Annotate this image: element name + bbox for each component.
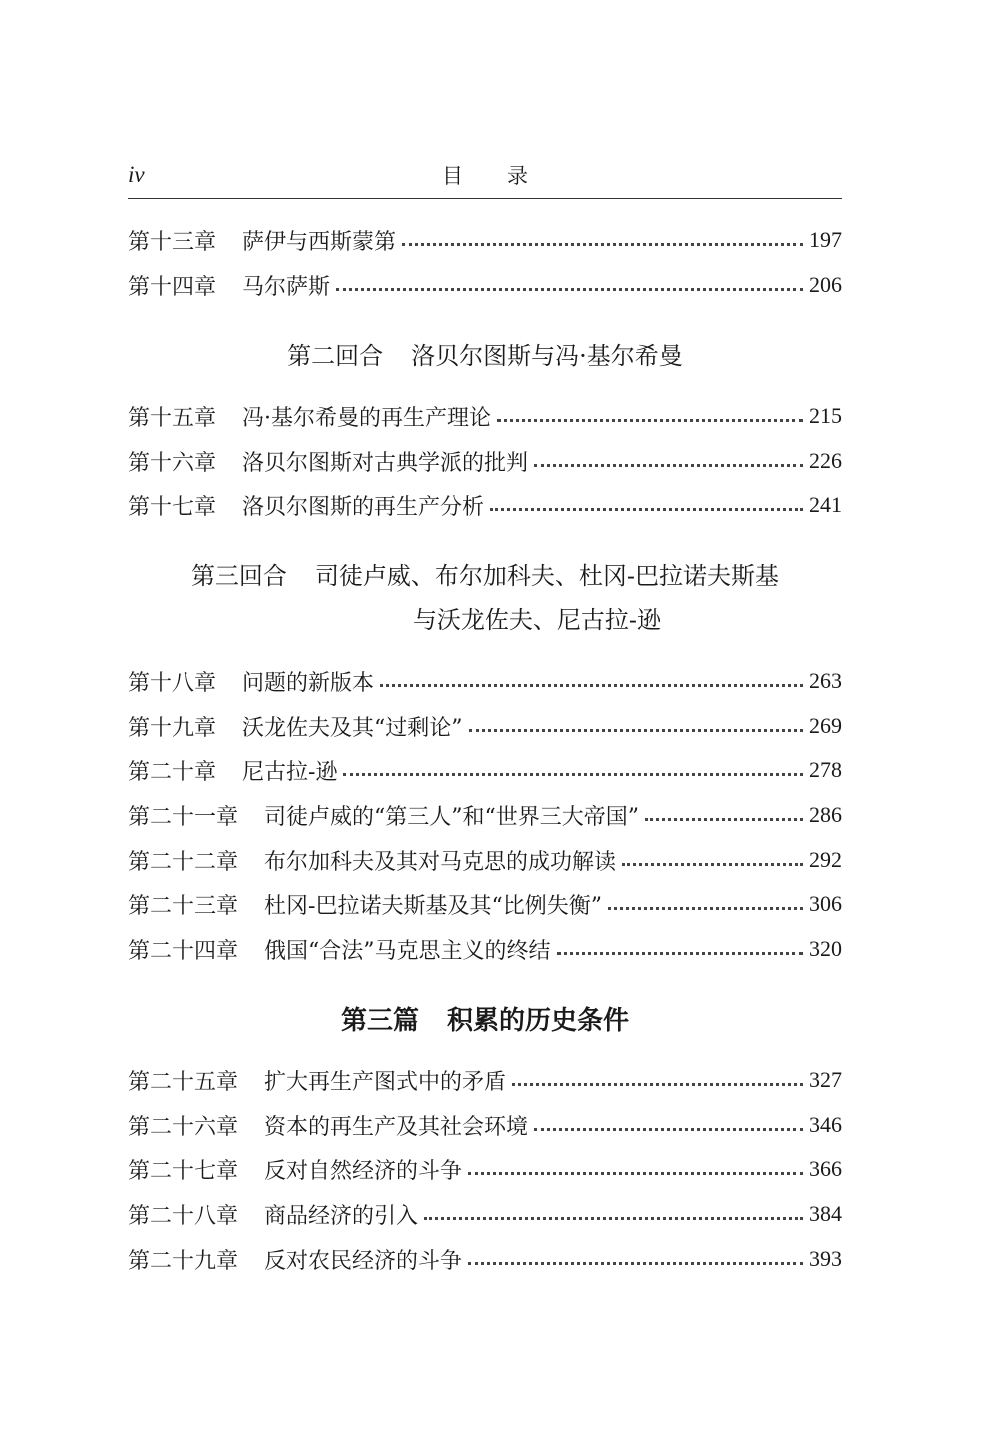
toc-entry[interactable] — [128, 932, 842, 966]
chapter-page: 366 — [809, 1156, 842, 1181]
chapter-page: 226 — [809, 448, 842, 473]
section-heading-continued — [128, 600, 842, 635]
chapter-title: 问题的新版本 — [242, 670, 375, 696]
chapter-page: 215 — [809, 403, 842, 428]
dot-leader — [557, 952, 803, 955]
chapter-title: 商品经济的引入 — [264, 1203, 419, 1229]
dot-leader — [424, 1217, 803, 1220]
chapter-number: 第十五章 — [128, 405, 217, 431]
toc-entry[interactable] — [128, 268, 842, 302]
chapter-number: 第二十四章 — [128, 938, 239, 964]
toc-entry[interactable] — [128, 1152, 842, 1186]
chapter-title: 扩大再生产图式中的矛盾 — [264, 1069, 507, 1095]
toc-entry[interactable] — [128, 843, 842, 877]
toc-entry[interactable] — [128, 399, 842, 433]
dot-leader — [380, 684, 803, 687]
chapter-title: 洛贝尔图斯对古典学派的批判 — [242, 450, 529, 476]
chapter-page: 269 — [809, 713, 842, 738]
chapter-page: 292 — [809, 847, 842, 872]
toc-entry[interactable] — [128, 1063, 842, 1097]
section-label: 第二回合 — [287, 342, 384, 370]
chapter-number: 第二十五章 — [128, 1069, 239, 1095]
dot-leader — [402, 243, 803, 246]
chapter-page: 320 — [809, 936, 842, 961]
section-heading — [128, 556, 842, 591]
dot-leader — [608, 907, 803, 910]
toc-entry[interactable] — [128, 664, 842, 698]
toc-entry[interactable] — [128, 444, 842, 478]
dot-leader — [534, 1128, 803, 1131]
chapter-title: 杜冈-巴拉诺夫斯基及其“比例失衡” — [264, 893, 602, 919]
chapter-number: 第十六章 — [128, 450, 217, 476]
toc-page — [128, 0, 842, 1430]
chapter-page: 197 — [809, 227, 842, 252]
chapter-page: 306 — [809, 891, 842, 916]
chapter-title: 反对自然经济的斗争 — [264, 1158, 463, 1184]
dot-leader — [497, 419, 803, 422]
header-title: 目录 — [442, 164, 572, 188]
section-title: 司徒卢威、布尔加科夫、杜冈-巴拉诺夫斯基 — [314, 562, 780, 590]
dot-leader — [512, 1083, 803, 1086]
dot-leader — [622, 863, 803, 866]
dot-leader — [645, 818, 803, 821]
chapter-page: 206 — [809, 272, 842, 297]
dot-leader — [336, 288, 803, 291]
toc-entry[interactable] — [128, 753, 842, 787]
part-heading — [128, 1000, 842, 1037]
section-label: 第三回合 — [190, 562, 287, 590]
dot-leader — [468, 1262, 803, 1265]
chapter-number: 第十七章 — [128, 494, 217, 520]
section-title: 洛贝尔图斯与冯·基尔希曼 — [411, 342, 683, 370]
chapter-title: 资本的再生产及其社会环境 — [264, 1114, 529, 1140]
chapter-page: 278 — [809, 757, 842, 782]
chapter-number: 第十八章 — [128, 670, 217, 696]
chapter-page: 286 — [809, 802, 842, 827]
chapter-number: 第二十九章 — [128, 1248, 239, 1274]
chapter-page: 346 — [809, 1112, 842, 1137]
page-number: iv — [128, 162, 145, 187]
toc-entry[interactable] — [128, 223, 842, 257]
dot-leader — [469, 729, 803, 732]
chapter-title: 俄国“合法”马克思主义的终结 — [264, 938, 551, 964]
toc-entry[interactable] — [128, 488, 842, 522]
chapter-number: 第十九章 — [128, 715, 217, 741]
chapter-page: 263 — [809, 668, 842, 693]
chapter-number: 第十三章 — [128, 229, 217, 255]
chapter-title: 萨伊与西斯蒙第 — [242, 229, 397, 255]
toc-entry[interactable] — [128, 1197, 842, 1231]
chapter-title: 洛贝尔图斯的再生产分析 — [242, 494, 485, 520]
chapter-number: 第二十二章 — [128, 849, 239, 875]
toc-entry[interactable] — [128, 887, 842, 921]
toc-entry[interactable] — [128, 798, 842, 832]
chapter-page: 241 — [809, 492, 842, 517]
chapter-number: 第十四章 — [128, 274, 217, 300]
chapter-number: 第二十三章 — [128, 893, 239, 919]
toc-entry[interactable] — [128, 1242, 842, 1276]
chapter-number: 第二十章 — [128, 759, 217, 785]
running-header — [128, 158, 842, 199]
chapter-title: 反对农民经济的斗争 — [264, 1248, 463, 1274]
chapter-page: 393 — [809, 1246, 842, 1271]
chapter-page: 327 — [809, 1067, 842, 1092]
chapter-page: 384 — [809, 1201, 842, 1226]
chapter-number: 第二十一章 — [128, 804, 239, 830]
dot-leader — [468, 1172, 803, 1175]
toc-entry[interactable] — [128, 1108, 842, 1142]
part-label: 第三篇 — [340, 1006, 419, 1036]
dot-leader — [343, 773, 803, 776]
chapter-title: 尼古拉-逊 — [242, 759, 338, 785]
chapter-number: 第二十八章 — [128, 1203, 239, 1229]
dot-leader — [490, 508, 803, 511]
section-heading — [128, 336, 842, 371]
part-title: 积累的历史条件 — [447, 1006, 630, 1036]
chapter-title: 司徒卢威的“第三人”和“世界三大帝国” — [264, 804, 640, 830]
chapter-title: 布尔加科夫及其对马克思的成功解读 — [264, 849, 617, 875]
dot-leader — [534, 464, 803, 467]
chapter-number: 第二十七章 — [128, 1158, 239, 1184]
chapter-number: 第二十六章 — [128, 1114, 239, 1140]
section-title-line2: 与沃龙佐夫、尼古拉-逊 — [412, 606, 662, 634]
chapter-title: 冯·基尔希曼的再生产理论 — [242, 405, 492, 431]
chapter-title: 马尔萨斯 — [242, 274, 331, 300]
chapter-title: 沃龙佐夫及其“过剩论” — [242, 715, 463, 741]
toc-entry[interactable] — [128, 709, 842, 743]
